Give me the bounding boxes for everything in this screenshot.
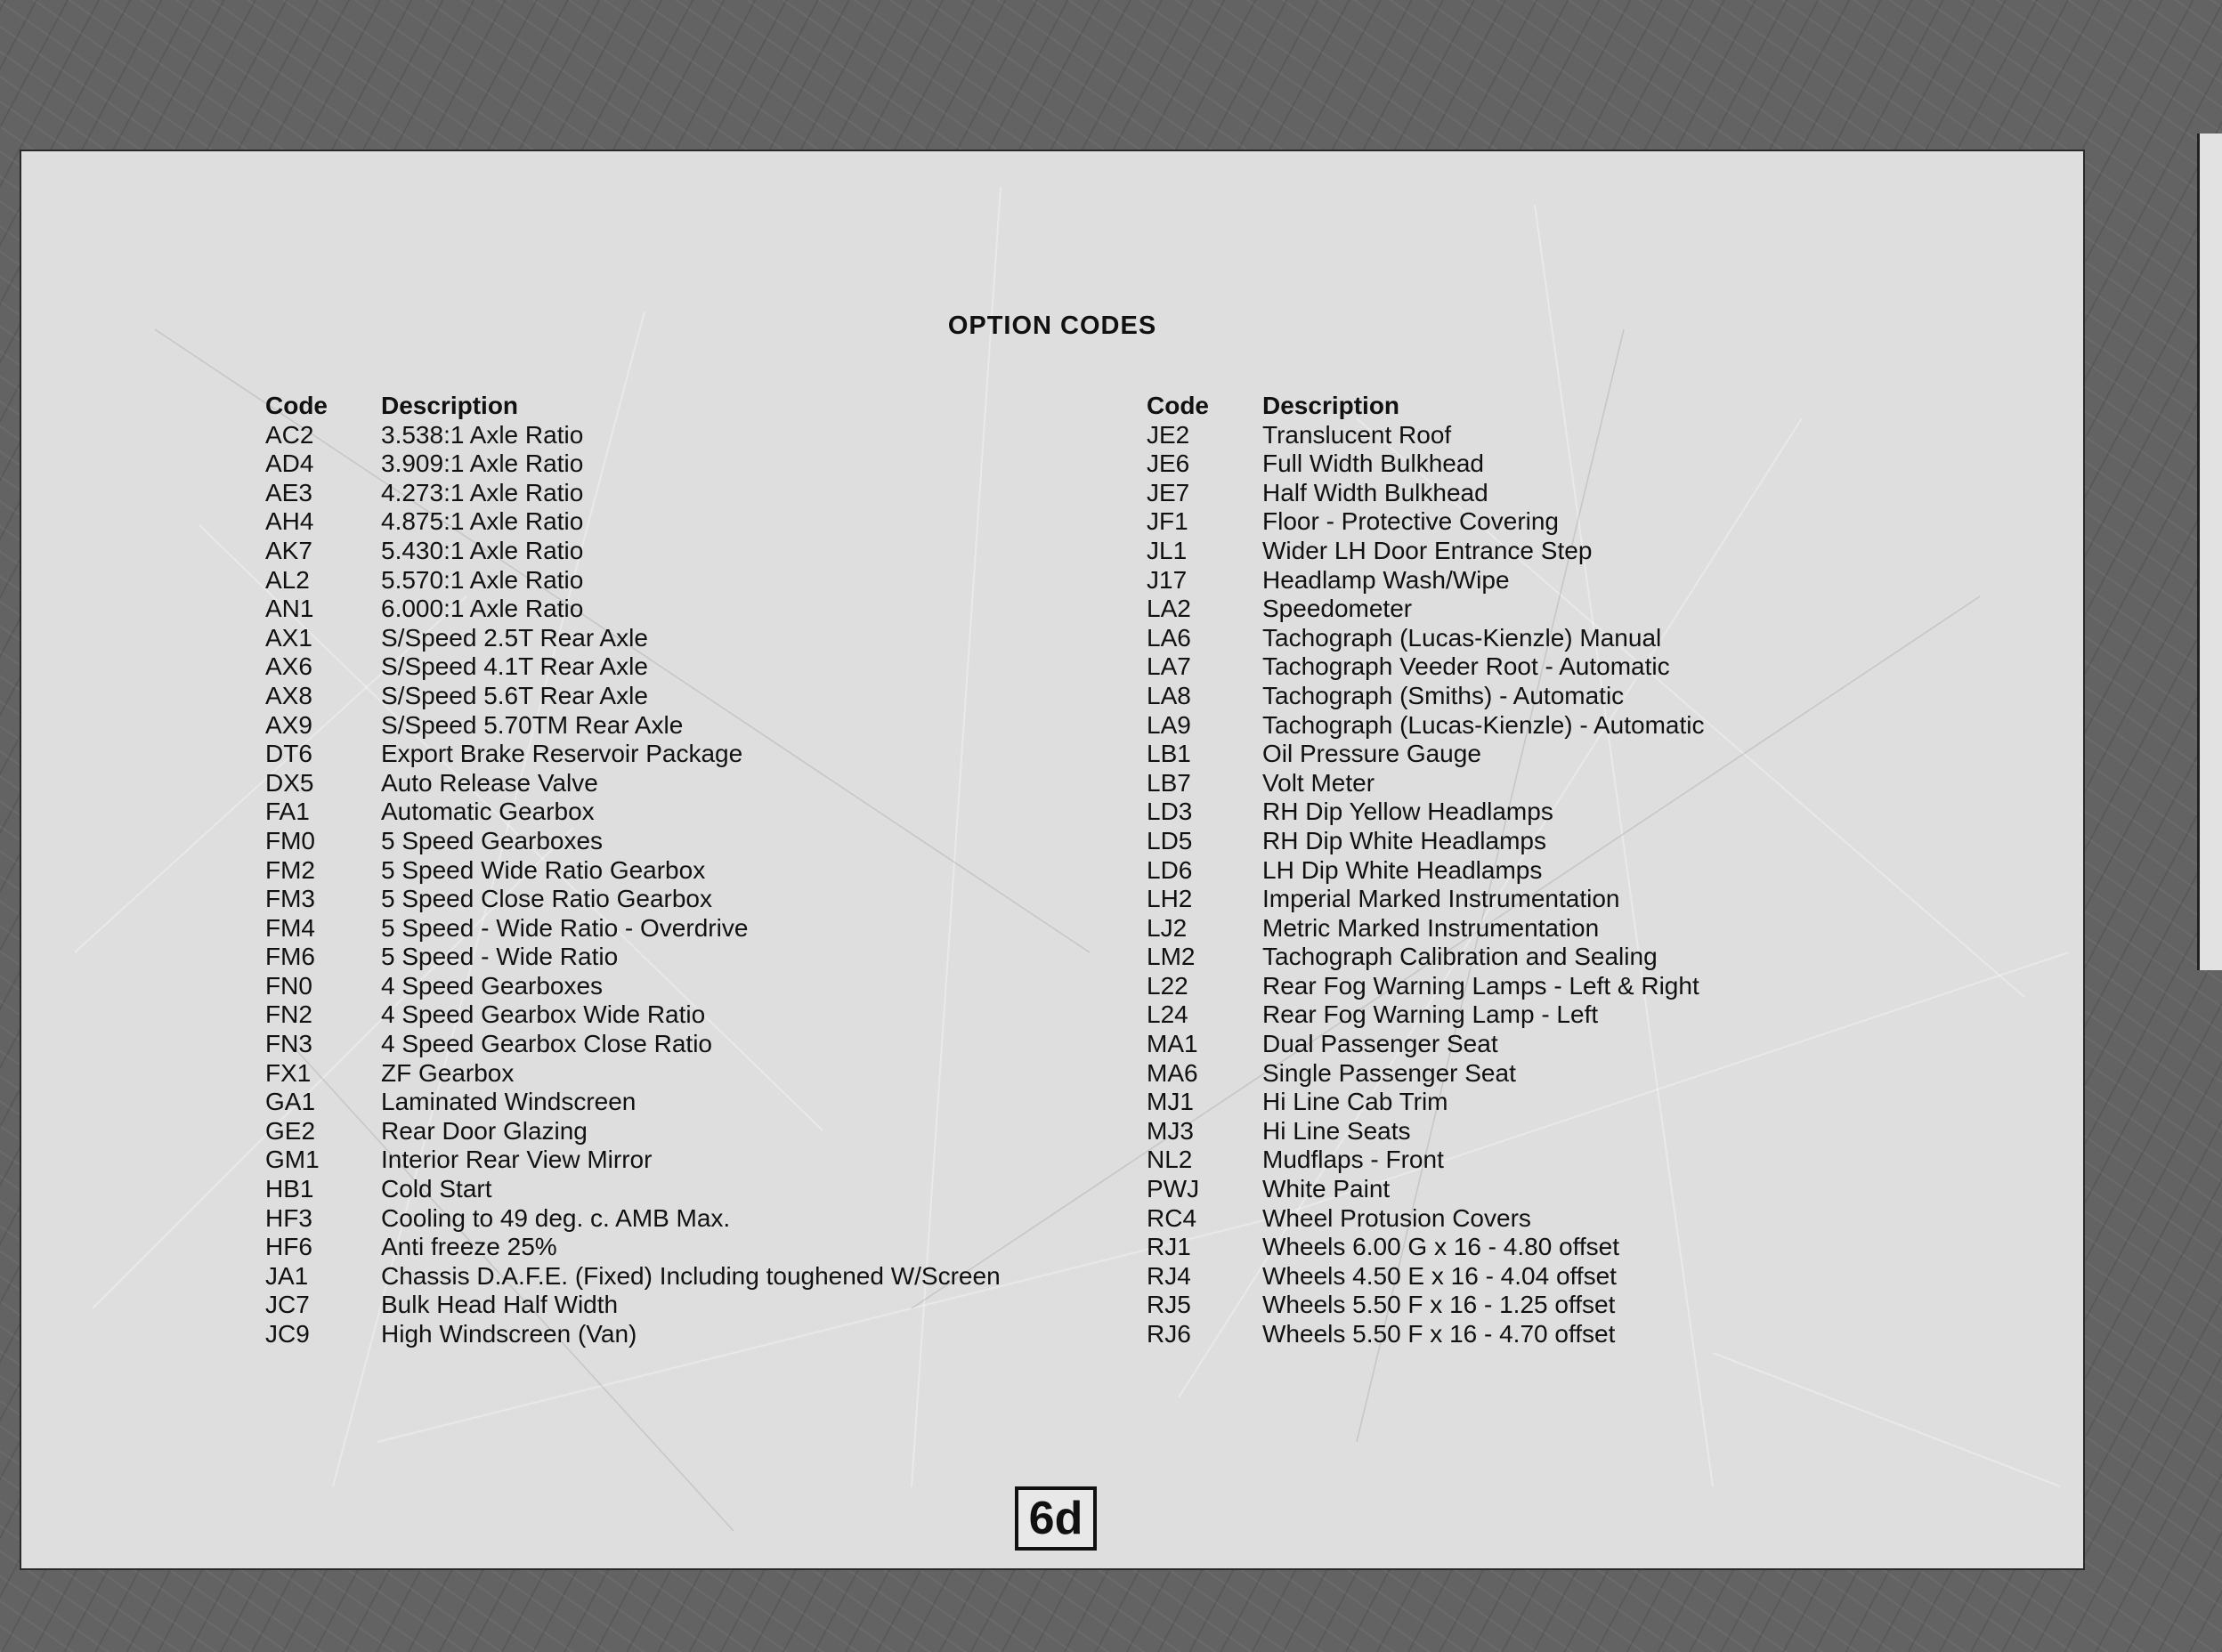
option-list: [265, 421, 1164, 1349]
option-description: Wheel Protusion Covers: [1262, 1203, 1531, 1232]
option-description: Tachograph Calibration and Sealing: [1262, 943, 1658, 971]
option-code: AD4: [265, 449, 314, 478]
code-header: Code: [1147, 392, 1209, 419]
option-row: [265, 421, 1164, 450]
option-description: 4.273:1 Axle Ratio: [381, 478, 584, 506]
option-code: FA1: [265, 798, 310, 826]
option-description: Anti freeze 25%: [381, 1233, 557, 1261]
option-description: Mudflaps - Front: [1262, 1146, 1444, 1174]
option-description: Tachograph (Lucas-Kienzle) Manual: [1262, 623, 1662, 652]
option-list: [1147, 421, 2037, 1349]
option-code: DX5: [265, 768, 314, 797]
option-code: FN2: [265, 1000, 312, 1029]
option-description: Wheels 5.50 F x 16 - 4.70 offset: [1262, 1320, 1616, 1348]
option-row: [265, 1117, 1164, 1146]
option-code: AX9: [265, 710, 312, 739]
option-row: [265, 972, 1164, 1001]
option-code: DT6: [265, 740, 312, 768]
option-description: Oil Pressure Gauge: [1262, 740, 1481, 768]
option-code: JE2: [1147, 420, 1190, 449]
option-description: 5.430:1 Axle Ratio: [381, 536, 584, 564]
option-row: [1147, 943, 2037, 972]
option-row: [1147, 1233, 2037, 1262]
option-description: Chassis D.A.F.E. (Fixed) Including toughened W/Screen: [381, 1261, 1001, 1290]
option-code: FM0: [265, 826, 315, 854]
option-row: [265, 1059, 1164, 1089]
option-row: [265, 1000, 1164, 1030]
option-code: AK7: [265, 536, 312, 564]
option-code: LB1: [1147, 740, 1191, 768]
option-code: GM1: [265, 1146, 320, 1174]
option-description: S/Speed 2.5T Rear Axle: [381, 623, 648, 652]
option-row: [1147, 1175, 2037, 1204]
option-code: AE3: [265, 478, 312, 506]
option-description: Volt Meter: [1262, 768, 1375, 797]
option-code: HF6: [265, 1233, 312, 1261]
option-code: JF1: [1147, 507, 1188, 536]
code-header: Code: [265, 392, 328, 419]
option-code: AX6: [265, 652, 312, 681]
option-description: Speedometer: [1262, 595, 1413, 623]
column-header-row: [1147, 392, 2037, 421]
option-row: [265, 507, 1164, 537]
option-code: LA6: [1147, 623, 1191, 652]
option-description: Imperial Marked Instrumentation: [1262, 885, 1620, 913]
option-row: [265, 652, 1164, 682]
option-code: HB1: [265, 1175, 314, 1203]
option-code: JA1: [265, 1261, 309, 1290]
option-code: GA1: [265, 1088, 316, 1116]
option-row: [265, 1088, 1164, 1117]
option-code: AN1: [265, 595, 314, 623]
option-code: AH4: [265, 507, 314, 536]
option-description: Cooling to 49 deg. c. AMB Max.: [381, 1203, 731, 1232]
option-code: LM2: [1147, 943, 1196, 971]
option-row: [1147, 1262, 2037, 1292]
option-row: [1147, 972, 2037, 1001]
option-code: LH2: [1147, 885, 1193, 913]
option-code: AC2: [265, 420, 314, 449]
option-description: Dual Passenger Seat: [1262, 1030, 1498, 1058]
option-row: [1147, 507, 2037, 537]
option-row: [1147, 479, 2037, 508]
option-code: RJ6: [1147, 1320, 1191, 1348]
option-description: Rear Fog Warning Lamp - Left: [1262, 1000, 1599, 1029]
option-description: Tachograph (Smiths) - Automatic: [1262, 681, 1625, 709]
option-code: JC9: [265, 1320, 310, 1348]
option-description: ZF Gearbox: [381, 1058, 515, 1087]
option-row: [1147, 624, 2037, 653]
option-description: 3.909:1 Axle Ratio: [381, 449, 584, 478]
option-code: JL1: [1147, 536, 1188, 564]
adjacent-page-edge: [2197, 134, 2222, 970]
option-row: [265, 595, 1164, 624]
option-row: [265, 914, 1164, 943]
option-description: LH Dip White Headlamps: [1262, 855, 1543, 884]
option-code: JE6: [1147, 449, 1190, 478]
option-row: [1147, 1146, 2037, 1175]
option-description: 5.570:1 Axle Ratio: [381, 565, 584, 594]
option-description: S/Speed 4.1T Rear Axle: [381, 652, 648, 681]
option-row: [1147, 827, 2037, 856]
option-code: MA6: [1147, 1058, 1198, 1087]
description-header: Description: [1262, 392, 1400, 419]
option-row: [1147, 740, 2037, 769]
option-row: [265, 479, 1164, 508]
option-code: LA2: [1147, 595, 1191, 623]
option-row: [265, 827, 1164, 856]
option-row: [265, 711, 1164, 741]
option-codes-left-column: [265, 392, 1164, 1349]
option-row: [1147, 1204, 2037, 1234]
option-code: LB7: [1147, 768, 1191, 797]
option-description: 4 Speed Gearbox Wide Ratio: [381, 1000, 706, 1029]
option-description: Hi Line Cab Trim: [1262, 1088, 1448, 1116]
option-code: FX1: [265, 1058, 312, 1087]
option-code: RC4: [1147, 1203, 1197, 1232]
option-row: [1147, 449, 2037, 479]
option-code: RJ4: [1147, 1261, 1191, 1290]
option-row: [1147, 914, 2037, 943]
option-code: FN0: [265, 971, 312, 1000]
option-code: LA7: [1147, 652, 1191, 681]
option-code: FM6: [265, 943, 315, 971]
option-row: [1147, 1000, 2037, 1030]
option-row: [1147, 798, 2037, 827]
option-row: [1147, 711, 2037, 741]
option-row: [265, 943, 1164, 972]
option-row: [1147, 421, 2037, 450]
option-row: [1147, 769, 2037, 798]
option-row: [1147, 885, 2037, 914]
option-description: Rear Door Glazing: [381, 1116, 588, 1145]
option-row: [265, 1204, 1164, 1234]
option-code: NL2: [1147, 1146, 1193, 1174]
option-code: JE7: [1147, 478, 1190, 506]
option-description: Half Width Bulkhead: [1262, 478, 1488, 506]
option-description: 6.000:1 Axle Ratio: [381, 595, 584, 623]
option-code: AX1: [265, 623, 312, 652]
option-code: PWJ: [1147, 1175, 1200, 1203]
option-row: [265, 1146, 1164, 1175]
option-description: Hi Line Seats: [1262, 1116, 1411, 1145]
option-description: 3.538:1 Axle Ratio: [381, 420, 584, 449]
option-code: MJ1: [1147, 1088, 1194, 1116]
option-code: LA8: [1147, 681, 1191, 709]
option-description: RH Dip White Headlamps: [1262, 826, 1546, 854]
option-row: [265, 1291, 1164, 1320]
option-description: Metric Marked Instrumentation: [1262, 913, 1600, 942]
option-description: High Windscreen (Van): [381, 1320, 637, 1348]
option-description: 5 Speed Close Ratio Gearbox: [381, 885, 712, 913]
option-row: [265, 449, 1164, 479]
page-title: OPTION CODES: [947, 312, 1157, 340]
page-number-badge: 6d: [1015, 1486, 1097, 1551]
option-code: L22: [1147, 971, 1188, 1000]
option-description: S/Speed 5.6T Rear Axle: [381, 681, 648, 709]
option-description: Floor - Protective Covering: [1262, 507, 1560, 536]
option-row: [1147, 682, 2037, 711]
option-description: Full Width Bulkhead: [1262, 449, 1485, 478]
option-description: Wheels 5.50 F x 16 - 1.25 offset: [1262, 1291, 1616, 1319]
option-row: [265, 856, 1164, 886]
option-row: [265, 885, 1164, 914]
option-description: Wheels 4.50 E x 16 - 4.04 offset: [1262, 1261, 1617, 1290]
option-row: [265, 740, 1164, 769]
option-row: [265, 566, 1164, 595]
option-code: LD6: [1147, 855, 1193, 884]
option-description: Wider LH Door Entrance Step: [1262, 536, 1593, 564]
option-description: RH Dip Yellow Headlamps: [1262, 798, 1553, 826]
option-code: RJ5: [1147, 1291, 1191, 1319]
option-code: FM3: [265, 885, 315, 913]
option-description: Cold Start: [381, 1175, 492, 1203]
option-description: Automatic Gearbox: [381, 798, 595, 826]
option-row: [1147, 537, 2037, 566]
option-code: FM2: [265, 855, 315, 884]
option-description: Auto Release Valve: [381, 768, 598, 797]
option-code: MJ3: [1147, 1116, 1194, 1145]
option-description: Tachograph (Lucas-Kienzle) - Automatic: [1262, 710, 1705, 739]
option-codes-right-column: [1147, 392, 2037, 1349]
option-code: L24: [1147, 1000, 1188, 1029]
option-codes-page: [21, 151, 2083, 1568]
option-row: [1147, 652, 2037, 682]
option-description: 5 Speed Gearboxes: [381, 826, 604, 854]
option-row: [265, 1233, 1164, 1262]
option-row: [265, 537, 1164, 566]
option-description: 4 Speed Gearbox Close Ratio: [381, 1030, 712, 1058]
option-row: [1147, 1030, 2037, 1059]
option-code: AX8: [265, 681, 312, 709]
option-code: GE2: [265, 1116, 316, 1145]
option-code: J17: [1147, 565, 1188, 594]
option-code: FM4: [265, 913, 315, 942]
option-description: 5 Speed - Wide Ratio: [381, 943, 619, 971]
option-description: Bulk Head Half Width: [381, 1291, 619, 1319]
option-description: 4 Speed Gearboxes: [381, 971, 604, 1000]
option-row: [265, 798, 1164, 827]
option-row: [265, 1262, 1164, 1292]
option-code: RJ1: [1147, 1233, 1191, 1261]
option-code: JC7: [265, 1291, 310, 1319]
option-code: AL2: [265, 565, 310, 594]
option-row: [1147, 856, 2037, 886]
option-row: [1147, 1291, 2037, 1320]
option-row: [1147, 1320, 2037, 1349]
option-description: Rear Fog Warning Lamps - Left & Right: [1262, 971, 1699, 1000]
option-row: [1147, 1117, 2037, 1146]
option-code: LJ2: [1147, 913, 1188, 942]
option-description: Laminated Windscreen: [381, 1088, 637, 1116]
description-header: Description: [381, 392, 519, 419]
option-description: Export Brake Reservoir Package: [381, 740, 743, 768]
option-row: [1147, 1088, 2037, 1117]
option-description: Tachograph Veeder Root - Automatic: [1262, 652, 1670, 681]
option-row: [265, 1030, 1164, 1059]
option-description: Wheels 6.00 G x 16 - 4.80 offset: [1262, 1233, 1620, 1261]
option-description: 5 Speed - Wide Ratio - Overdrive: [381, 913, 749, 942]
option-description: Interior Rear View Mirror: [381, 1146, 653, 1174]
option-row: [265, 1320, 1164, 1349]
option-row: [1147, 566, 2037, 595]
option-description: 4.875:1 Axle Ratio: [381, 507, 584, 536]
option-description: Translucent Roof: [1262, 420, 1452, 449]
option-code: LA9: [1147, 710, 1191, 739]
option-description: S/Speed 5.70TM Rear Axle: [381, 710, 684, 739]
option-row: [1147, 1059, 2037, 1089]
option-description: Headlamp Wash/Wipe: [1262, 565, 1510, 594]
option-description: 5 Speed Wide Ratio Gearbox: [381, 855, 706, 884]
option-description: Single Passenger Seat: [1262, 1058, 1516, 1087]
option-row: [265, 624, 1164, 653]
option-code: LD5: [1147, 826, 1193, 854]
column-header-row: [265, 392, 1164, 421]
option-code: MA1: [1147, 1030, 1198, 1058]
option-row: [265, 1175, 1164, 1204]
option-code: FN3: [265, 1030, 312, 1058]
option-code: LD3: [1147, 798, 1193, 826]
option-row: [265, 769, 1164, 798]
option-row: [265, 682, 1164, 711]
option-description: White Paint: [1262, 1175, 1391, 1203]
option-row: [1147, 595, 2037, 624]
option-code: HF3: [265, 1203, 312, 1232]
